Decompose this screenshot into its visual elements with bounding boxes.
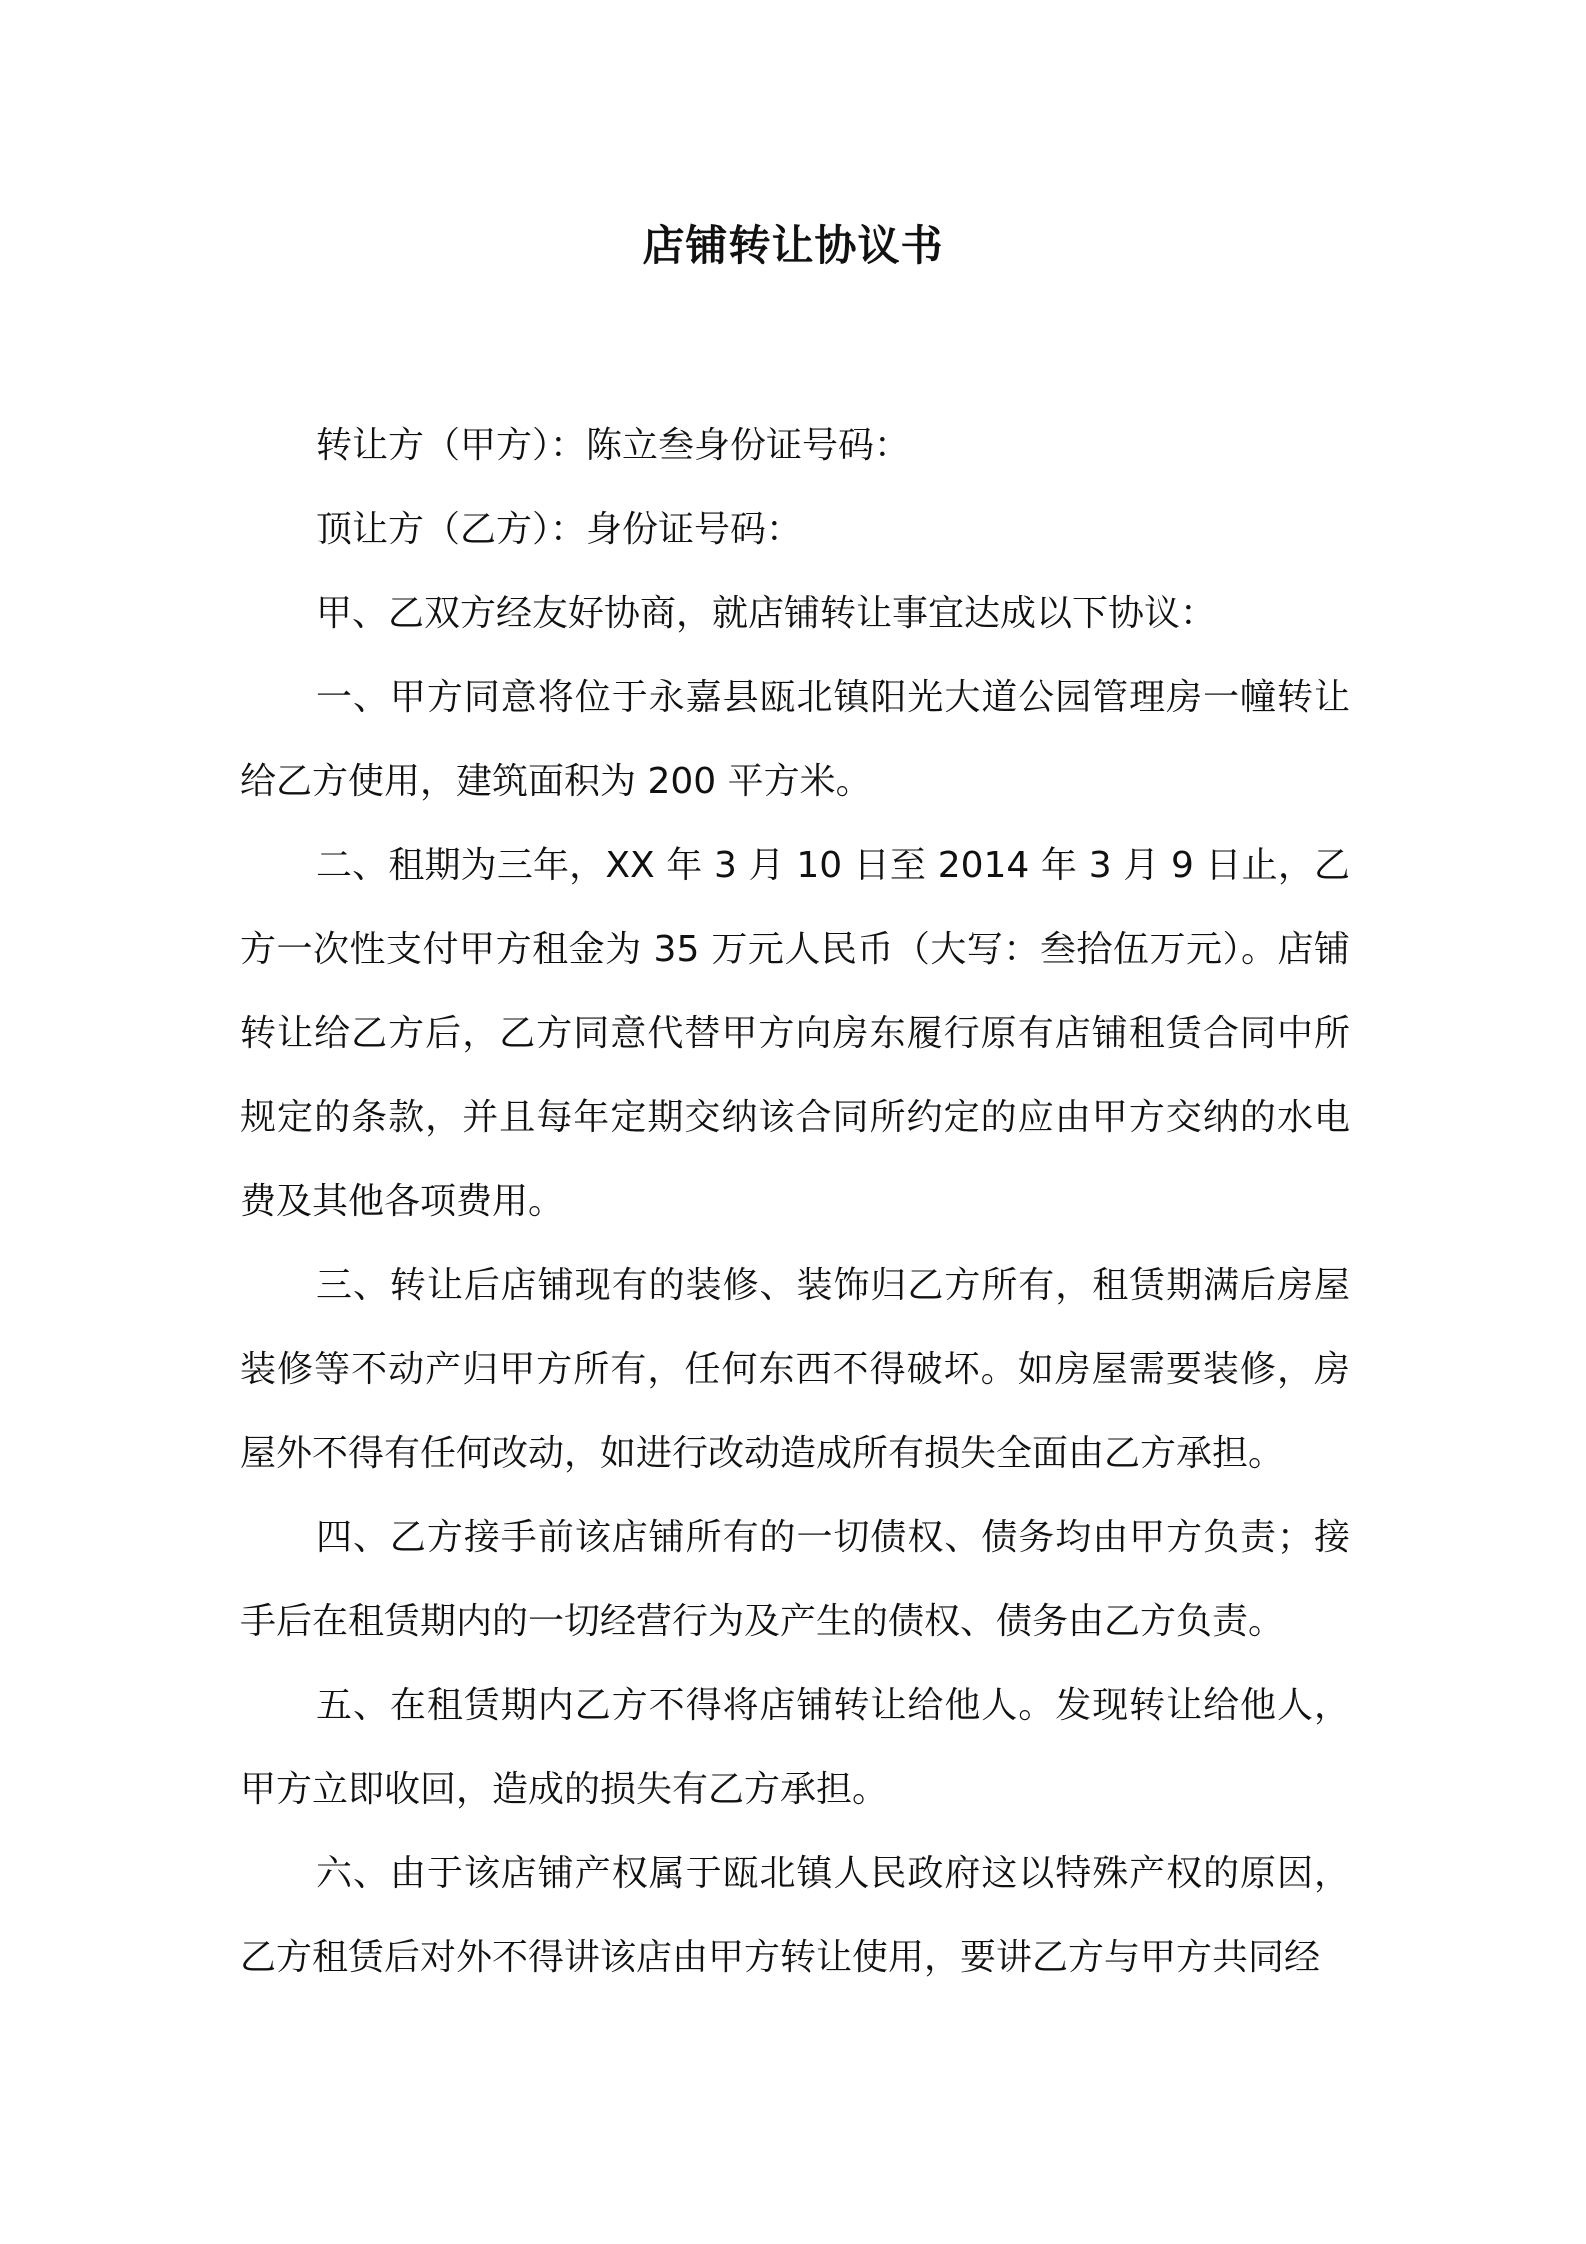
document-body: [240, 404, 1350, 2000]
clause-3: 三、转让后店铺现有的装修、装饰归乙方所有，租赁期满后房屋装修等不动产归甲方所有，任何东西不得破坏。如房屋需要装修，房屋外不得有任何改动，如进行改动造成所有损失全面由乙方承担。: [240, 1265, 1350, 1474]
clause-1: 一、甲方同意将位于永嘉县瓯北镇阳光大道公园管理房一幢转让给乙方使用，建筑面积为 200 平方米。: [240, 677, 1350, 802]
clause-4: 四、乙方接手前该店铺所有的一切债权、债务均由甲方负责；接手后在租赁期内的一切经营行为及产生的债权、债务由乙方负责。: [240, 1517, 1350, 1642]
party-a-line: 转让方（甲方）：陈立叁身份证号码：: [316, 425, 911, 466]
clause-5: 五、在租赁期内乙方不得将店铺转让给他人。发现转让给他人，甲方立即收回，造成的损失有乙方承担。: [240, 1685, 1350, 1810]
clause-6: 六、由于该店铺产权属于瓯北镇人民政府这以特殊产权的原因，乙方租赁后对外不得讲该店由甲方转让使用，要讲乙方与甲方共同经: [240, 1853, 1350, 1978]
document-title: 店铺转让协议书: [642, 221, 944, 270]
agreement-intro: 甲、乙双方经友好协商，就店铺转让事宜达成以下协议：: [316, 593, 1217, 634]
clause-2: 二、租期为三年，XX 年 3 月 10 日至 2014 年 3 月 9 日止，乙方一次性支付甲方租金为 35 万元人民币（大写：叁拾伍万元）。店铺转让给乙方后，乙方同意代替甲方向房东履行原有店铺租赁合同中所规定的条款，并且每年定期交纳该合同所约定的应由甲方交纳的水电费及其他各项费用。: [240, 845, 1350, 1222]
party-b-line: 顶让方（乙方）：身份证号码：: [316, 509, 803, 550]
